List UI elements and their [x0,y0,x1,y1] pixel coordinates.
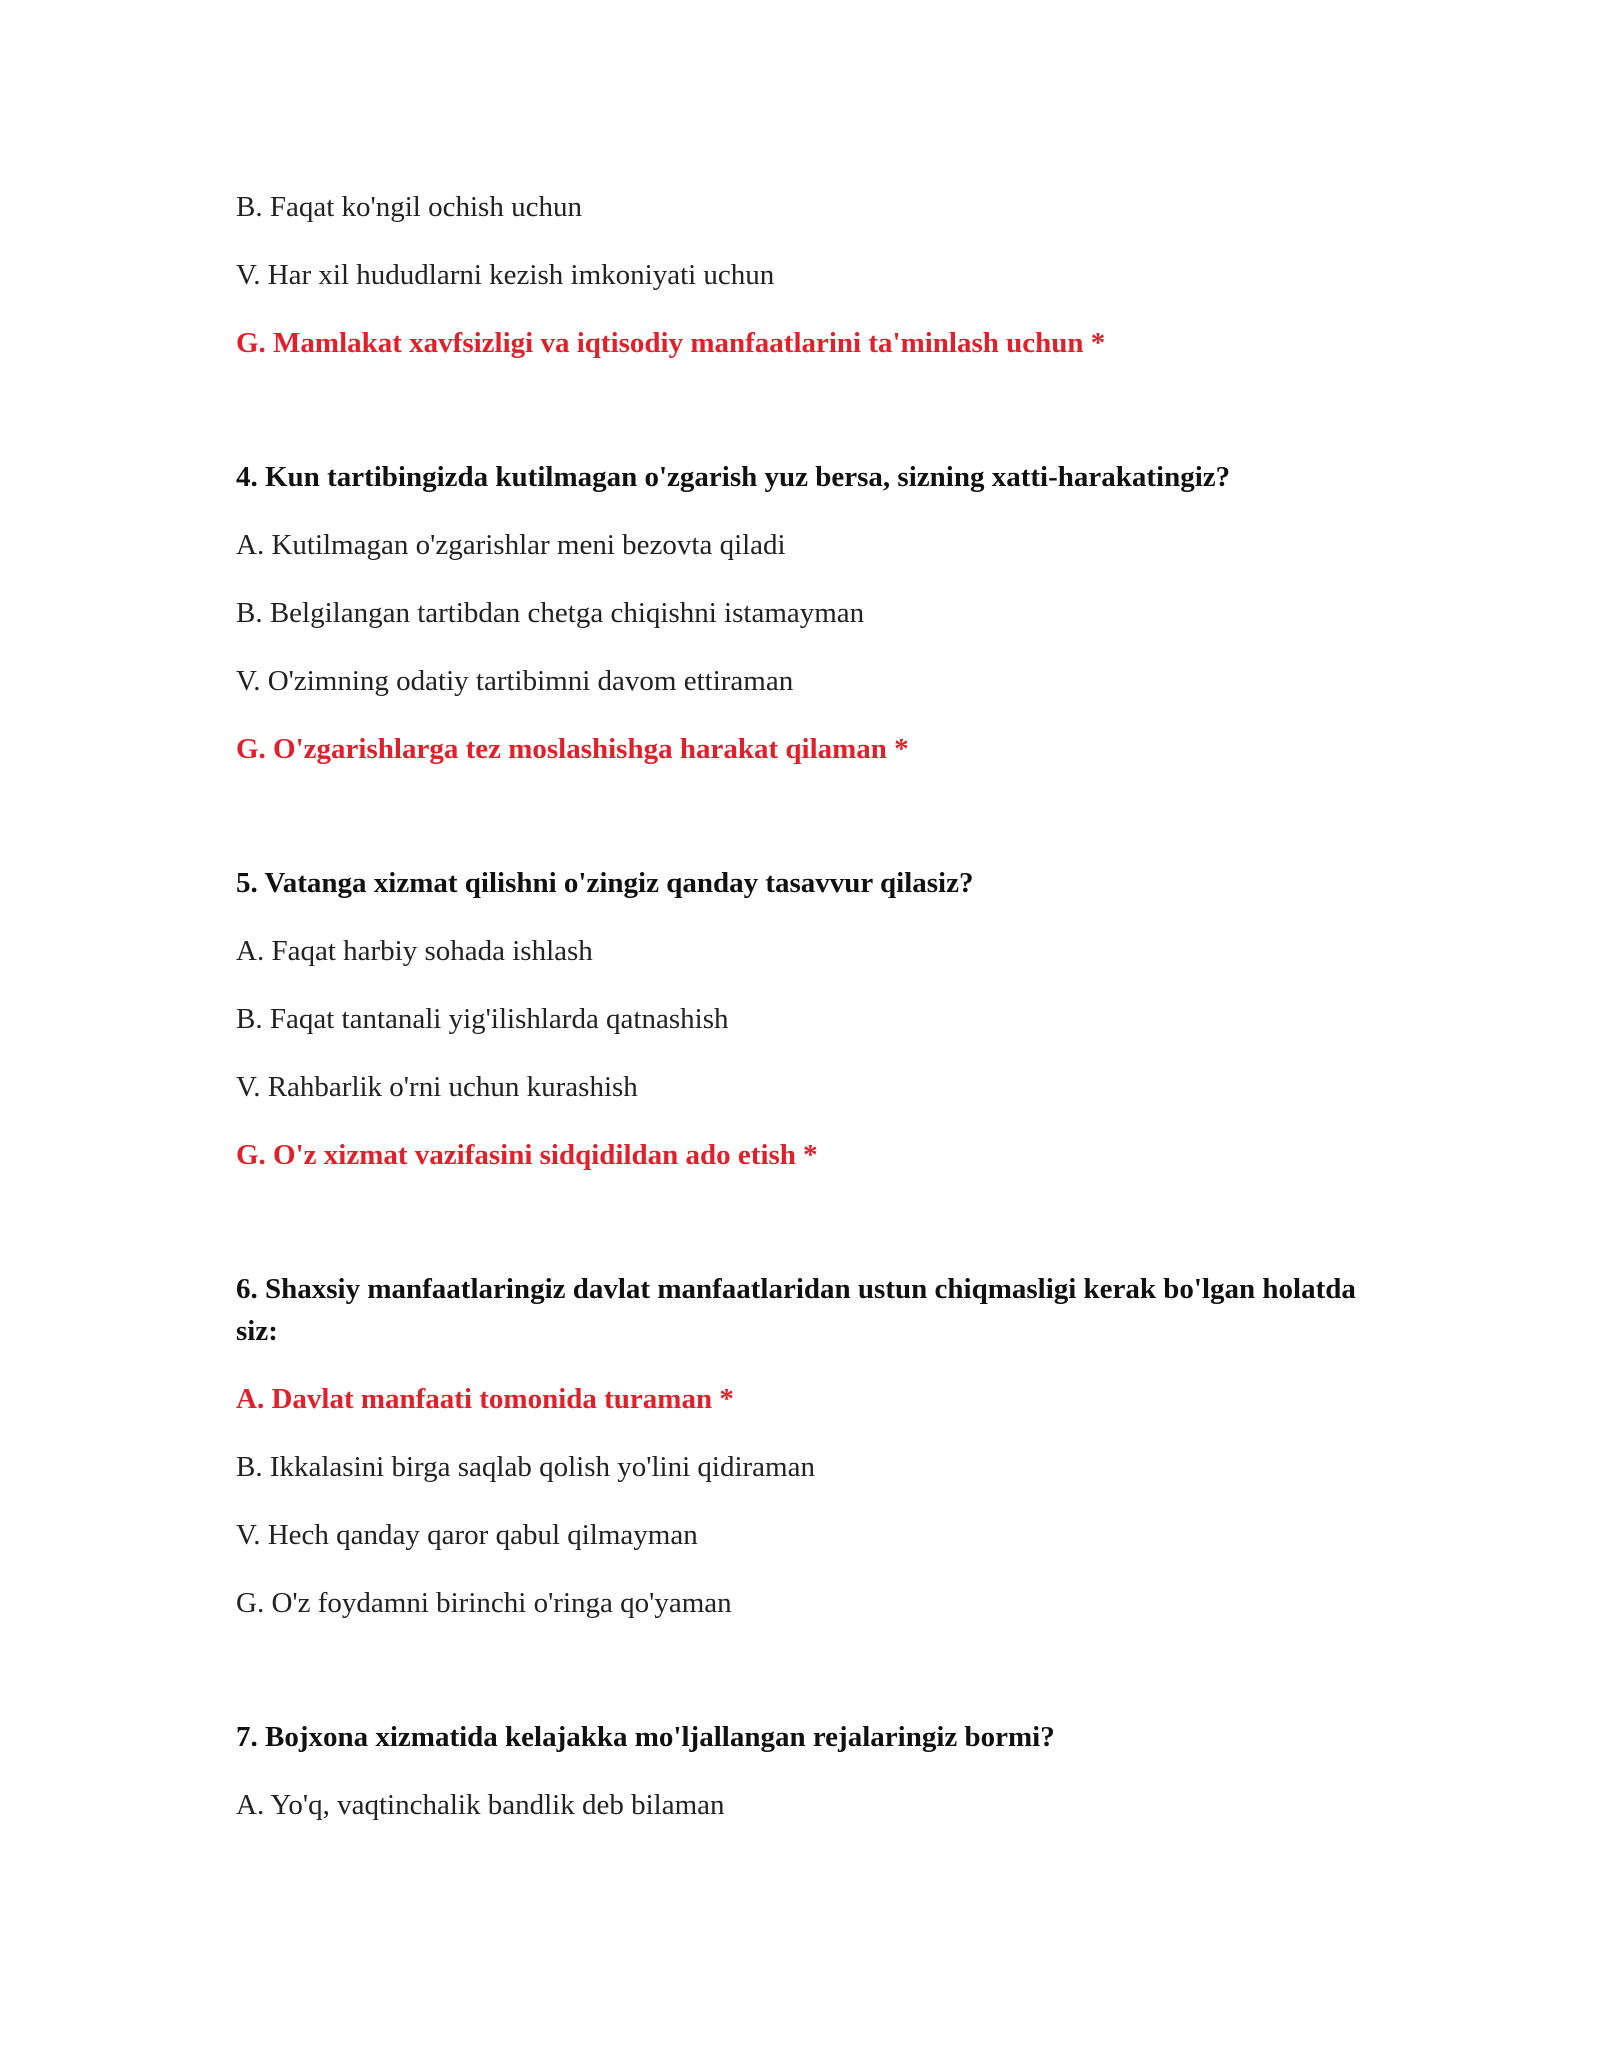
option-b: B. Belgilangan tartibdan chetga chiqishni istamayman [236,597,865,629]
option-g-correct: G. O'z xizmat vazifasini sidqidildan ado etish * [236,1139,818,1171]
question-6-title: 6. Shaxsiy manfaatlaringiz davlat manfaatlaridan ustun chiqmasligi kerak bo'lgan holatda siz: [236,1273,1356,1347]
option-b: B. Faqat tantanali yig'ilishlarda qatnashish [236,1003,729,1035]
option-a: A. Kutilmagan o'zgarishlar meni bezovta qiladi [236,529,786,561]
question-block-3 [236,186,1366,364]
document-page [236,186,1366,1852]
option-b: B. Ikkalasini birga saqlab qolish yo'lini qidiraman [236,1451,815,1483]
option-a: A. Faqat harbiy sohada ishlash [236,935,593,967]
option-g-correct: G. Mamlakat xavfsizligi va iqtisodiy manfaatlarini ta'minlash uchun * [236,327,1106,359]
option-v: V. Hech qanday qaror qabul qilmayman [236,1519,698,1551]
option-b: B. Faqat ko'ngil ochish uchun [236,191,582,223]
question-block-5 [236,862,1366,1176]
question-7-title: 7. Bojxona xizmatida kelajakka mo'ljallangan rejalaringiz bormi? [236,1721,1055,1753]
question-5-title: 5. Vatanga xizmat qilishni o'zingiz qanday tasavvur qilasiz? [236,867,974,899]
question-block-7 [236,1716,1366,1826]
question-4-title: 4. Kun tartibingizda kutilmagan o'zgarish yuz bersa, sizning xatti-harakatingiz? [236,461,1231,493]
option-g: G. O'z foydamni birinchi o'ringa qo'yaman [236,1587,732,1619]
option-v: V. O'zimning odatiy tartibimni davom ettiraman [236,665,794,697]
option-a-correct: A. Davlat manfaati tomonida turaman * [236,1383,734,1415]
option-a: A. Yo'q, vaqtinchalik bandlik deb bilaman [236,1789,725,1821]
option-v: V. Rahbarlik o'rni uchun kurashish [236,1071,638,1103]
question-block-6 [236,1268,1366,1624]
option-g-correct: G. O'zgarishlarga tez moslashishga harakat qilaman * [236,733,909,765]
question-block-4 [236,456,1366,770]
option-v: V. Har xil hududlarni kezish imkoniyati uchun [236,259,775,291]
